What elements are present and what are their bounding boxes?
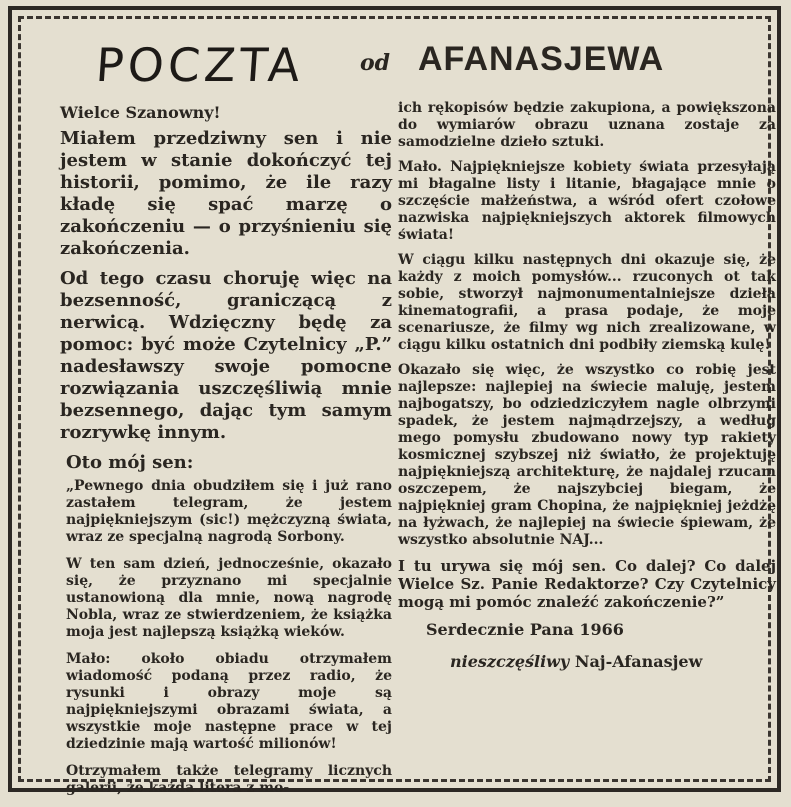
header-author: AFANASJEWA [418,40,665,78]
right-column [398,100,776,671]
paragraph: Otrzymałem także telegramy licznych galerii, że każda litera z mo- [66,763,392,796]
paragraph: Od tego czasu choruję więc na bezsenność, graniczącą z nerwicą. Wdzięczny będę za pomoc: być może Czytelnicy „P.” nadesławszy swoje pomocne rozwiązania uszczęśliwią mnie bezsennego, dając tym samym rozrywkę innym. [60,268,392,443]
header-od: od [360,50,391,76]
signature-italic: nieszczęśliwy [450,652,570,671]
paragraph: Mało: około obiadu otrzymałem wiadomość podaną przez radio, że rysunki i obrazy moje są najpiękniejszymi obrazami świata, a wszystkie moje następne prace w tej dziedzinie mają wartość milionów! [66,651,392,752]
paragraph: W ten sam dzień, jednocześnie, okazało się, że przyznano mi specjalnie ustanowioną dla mnie, nową nagrodę Nobla, wraz ze stwierdzeniem, że książka moja jest najlepszą książką wieków. [66,556,392,640]
paragraph: I tu urywa się mój sen. Co dalej? Co dalej Wielce Sz. Panie Redaktorze? Czy Czytelnicy mogą mi pomóc znaleźć zakończenie?” [398,557,776,611]
paragraph: „Pewnego dnia obudziłem się i już rano zastałem telegram, że jestem najpiękniejszym (sic!) mężczyzną świata, wraz ze specjalną nagrodą Sorbony. [66,478,392,545]
paragraph: W ciągu kilku następnych dni okazuje się, że każdy z moich pomysłów... rzuconych ot tak sobie, stworzył najmonumentalniejsze dzieła kinematografii, a prasa podaje, że moje scenariusze, że filmy wg nich zrealizowane, w ciągu kilku ostatnich dni podbiły ziemską kulę! [398,252,776,353]
paragraph: Miałem przedziwny sen i nie jestem w stanie dokończyć tej historii, pomimo, że ile razy kładę się spać marzę o zakończeniu — o przyśnieniu się zakończenia. [60,128,392,259]
paragraph: Okazało się więc, że wszystko co robię jest najlepsze: najlepiej na świecie maluję, jestem najbogatszy, bo odziedziczyłem nagle olbrzymi spadek, że jestem najmądrzejszy, a według mego pomysłu zbudowano nowy typ rakiety kosmicznej szybszej niż światło, że projektuję najpiękniejszą architekturę, że najdalej rzucam oszczepem, że najszybciej biegam, że najpiękniej gram Chopina, że najpiękniej jeżdżę na łyżwach, że najlepiej na świecie śpiewam, że wszystko absolutnie NAJ... [398,362,776,548]
left-column [60,104,392,807]
signature [450,653,776,671]
signature-name: Naj-Afanasjew [574,652,703,671]
closing-line: Serdecznie Pana 1966 [426,620,624,639]
greeting: Wielce Szanowny! [60,103,221,122]
section-heading: Oto mój sen: [66,452,194,473]
poczta-logo: POCZTA [94,38,306,92]
header [0,0,791,100]
paragraph: Mało. Najpiękniejsze kobiety świata przesyłają mi błagalne listy i litanie, błagające mnie o szczęście małżeństwa, a wśród ofert czołowe nazwiska najpiękniejszych aktorek filmowych świata! [398,159,776,243]
paragraph: ich rękopisów będzie zakupiona, a powiększona do wymiarów obrazu uznana zostaje za samodzielne dzieło sztuki. [398,100,776,150]
